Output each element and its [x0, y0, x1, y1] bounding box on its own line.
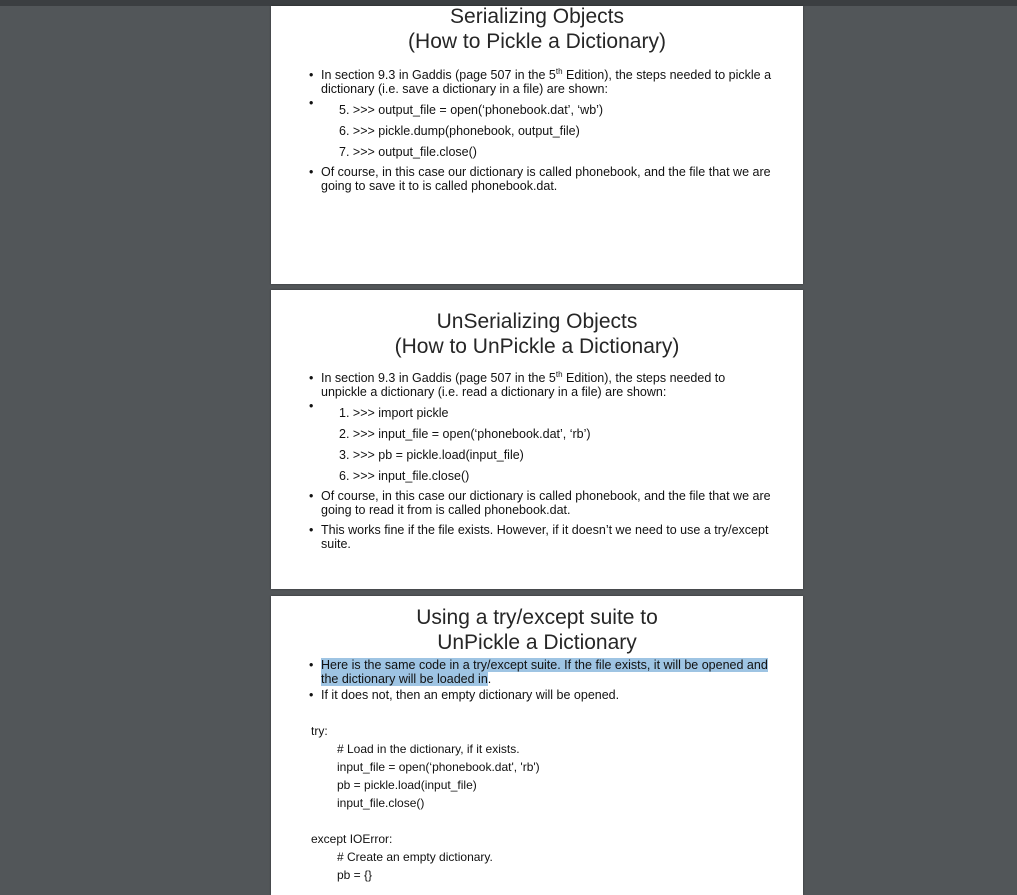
title-line-1: Using a try/except suite to — [416, 606, 658, 629]
bullet-item: • If it does not, then an empty dictionary will be opened. — [309, 688, 773, 702]
step-item: 2. >>> input_file = open(‘phonebook.dat’, ‘rb’) — [339, 427, 591, 441]
step-item: 6. >>> pickle.dump(phonebook, output_file) — [339, 124, 580, 138]
superscript: th — [555, 369, 563, 379]
slide-try-except — [271, 596, 803, 895]
code-line: input_file.close() — [337, 796, 425, 810]
steps-container — [309, 96, 773, 165]
bullet-list — [309, 68, 773, 193]
code-line: input_file = open(‘phonebook.dat', 'rb') — [337, 760, 540, 774]
code-except: except IOError: — [311, 832, 393, 846]
bullet-text: Edition), the steps needed to unpickle a dictionary (i.e. read a dictionary in a file) are shown: — [321, 371, 726, 399]
bullet-item-selected[interactable] — [309, 658, 773, 686]
bullet-text: In section 9.3 in Gaddis (page 507 in the 5 — [321, 68, 556, 82]
step-item: • 5. >>> output_file = open(‘phonebook.dat’, ‘wb’) — [339, 103, 604, 117]
title-line-2: (How to Pickle a Dictionary) — [408, 30, 666, 53]
steps-container — [309, 399, 773, 489]
selected-text[interactable]: Here is the same code in a try/except suite. If the file exists, it will be opened — [321, 658, 744, 672]
code-try: try: — [311, 724, 328, 738]
selected-text[interactable]: and the dictionary will be loaded in — [321, 658, 768, 686]
bullet-item — [309, 371, 773, 399]
bullet-item — [309, 68, 773, 96]
steps-list — [309, 100, 773, 163]
bullet-item: • This works fine if the file exists. However, if it doesn’t we need to use a try/except suite. — [309, 523, 773, 551]
bullet-item: • Of course, in this case our dictionary is called phonebook, and the file that we are going to save it to is called phonebook.dat. — [309, 165, 773, 193]
steps-list — [309, 403, 773, 487]
title-line-1: UnSerializing Objects — [436, 310, 638, 333]
bullet-list — [309, 371, 773, 551]
bullet-text: Edition), the steps needed to pickle a dictionary (i.e. save a dictionary in a file) are shown: — [321, 68, 772, 96]
bullet-list — [309, 658, 773, 702]
bullet-item: • Of course, in this case our dictionary is called phonebook, and the file that we are going to read it from is called phonebook.dat. — [309, 489, 773, 517]
bullet-text: . — [487, 672, 492, 686]
step-item: 7. >>> output_file.close() — [339, 145, 477, 159]
slide-title — [271, 309, 803, 359]
title-line-2: UnPickle a Dictionary — [437, 631, 637, 654]
slide-unserializing-objects — [271, 290, 803, 589]
code-line: # Create an empty dictionary. — [337, 850, 493, 864]
code-line: pb = pickle.load(input_file) — [337, 778, 477, 792]
slide-title — [271, 6, 803, 54]
slide-title — [271, 605, 803, 655]
slide-serializing-objects — [271, 6, 803, 284]
title-line-1: Serializing Objects — [450, 6, 624, 28]
step-item: 6. >>> input_file.close() — [339, 469, 470, 483]
bullet-text: In section 9.3 in Gaddis (page 507 in the 5 — [321, 371, 556, 385]
step-item: 3. >>> pb = pickle.load(input_file) — [339, 448, 524, 462]
code-block — [311, 722, 540, 884]
step-item: • 1. >>> import pickle — [339, 406, 449, 420]
superscript: th — [555, 66, 563, 76]
code-line: # Load in the dictionary, if it exists. — [337, 742, 520, 756]
code-line: pb = {} — [337, 868, 373, 882]
title-line-2: (How to UnPickle a Dictionary) — [394, 335, 680, 358]
